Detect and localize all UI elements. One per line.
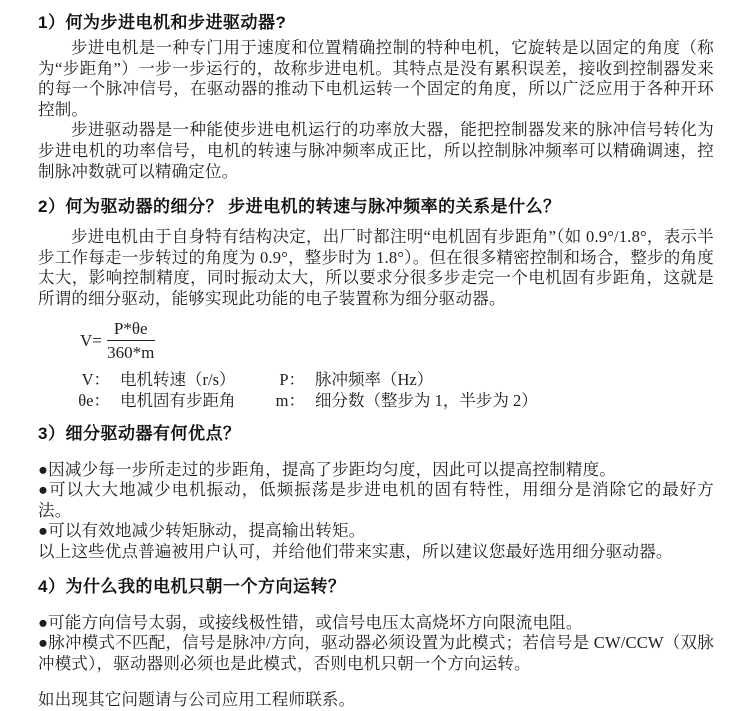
section-3-heading: 3）细分驱动器有何优点？: [38, 423, 241, 443]
bullet-item: ●可以大大地减少电机振动，低频振荡是步进电机的固有特性，用细分是消除它的最好方法。: [38, 480, 714, 520]
bullet-item: ●脉冲模式不匹配，信号是脉冲/方向，驱动器必须设置为此模式；若信号是 CW/CCW（双脉冲模式），驱动器则必须也是此模式，否则电机只朝一个方向运转。: [38, 633, 714, 673]
symbol-m-meaning: 细分数（整步为 1，半步为 2）: [315, 390, 538, 410]
bullet-item: ●因减少每一步所走过的步距角，提高了步距均匀度，因此可以提高控制精度。: [38, 459, 616, 479]
symbol-v: V：: [81, 369, 110, 389]
section-what-is-microstepping: [38, 196, 714, 410]
symbol-theta-e: θe：: [78, 390, 110, 410]
symbol-v-meaning: 电机转速（r/s）: [120, 369, 236, 389]
speed-formula: [80, 319, 714, 362]
section-1-heading: 1）何为步进电机和步进驱动器?: [38, 13, 287, 32]
bullet-item: ●可以有效地减少转矩脉动，提高输出转矩。: [38, 521, 366, 541]
symbol-p-meaning: 脉冲频率（Hz）: [315, 369, 434, 389]
section-4-heading: 4）为什么我的电机只朝一个方向运转？: [38, 576, 346, 596]
section-motor-one-direction: [38, 576, 714, 675]
section-1-paragraph-1: 步进电机是一种专门用于速度和位置精确控制的特种电机，它旋转是以固定的角度（称为“步距角”）一步一步运行的，故称步进电机。其特点是没有累积误差，接收到控制器发来的每一个脉冲信号，在驱动器的推动下电机运转一个固定的角度，所以广泛应用于各种开环控制。: [38, 38, 714, 119]
formula-fraction: [107, 319, 155, 362]
section-2-heading: 2）何为驱动器的细分？ 步进电机的转速与脉冲频率的关系是什么？: [38, 197, 561, 217]
formula-numerator: P*θe: [107, 319, 155, 341]
section-microstep-driver-advantages: [38, 423, 714, 563]
formula-symbol-definitions: [38, 369, 714, 411]
contact-engineer-note: 如出现其它问题请与公司应用工程师联系。: [38, 690, 356, 710]
formula-lhs: V=: [80, 330, 102, 350]
section-what-is-stepper-motor: [38, 12, 714, 182]
bullet-item: ●可能方向信号太弱，或接线极性错，或信号电压太高烧坏方向限流电阻。: [38, 612, 583, 632]
formula-denominator: 360*m: [107, 342, 155, 362]
symbol-p: P：: [279, 369, 305, 389]
section-2-paragraph-1: 步进电机由于自身特有结构决定，出厂时都注明“电机固有步距角”（如 0.9°/1.8°，表示半步工作每走一步转过的角度为 0.9°，整步时为 1.8°）。但在很多精密控制和场合，整步的角度太大，影响控制精度，同时振动太大，所以要求分很多步走完一个电机固有步距角，这就是所谓的细分驱动，能够实现此功能的电子装置称为细分驱动器。: [38, 227, 714, 308]
section-3-bullet-list: [38, 460, 714, 563]
symbol-theta-e-meaning: 电机固有步距角: [120, 390, 236, 410]
symbol-m: m：: [275, 390, 305, 410]
section-1-paragraph-2: 步进驱动器是一种能使步进电机运行的功率放大器，能把控制器发来的脉冲信号转化为步进电机的功率信号，电机的转速与脉冲频率成正比，所以控制脉冲频率可以精确调速，控制脉冲数就可以精确定位。: [38, 120, 714, 181]
section-3-note: 以上这些优点普遍被用户认可，并给他们带来实惠，所以建议您最好选用细分驱动器。: [38, 541, 673, 561]
section-4-bullet-list: [38, 613, 714, 675]
